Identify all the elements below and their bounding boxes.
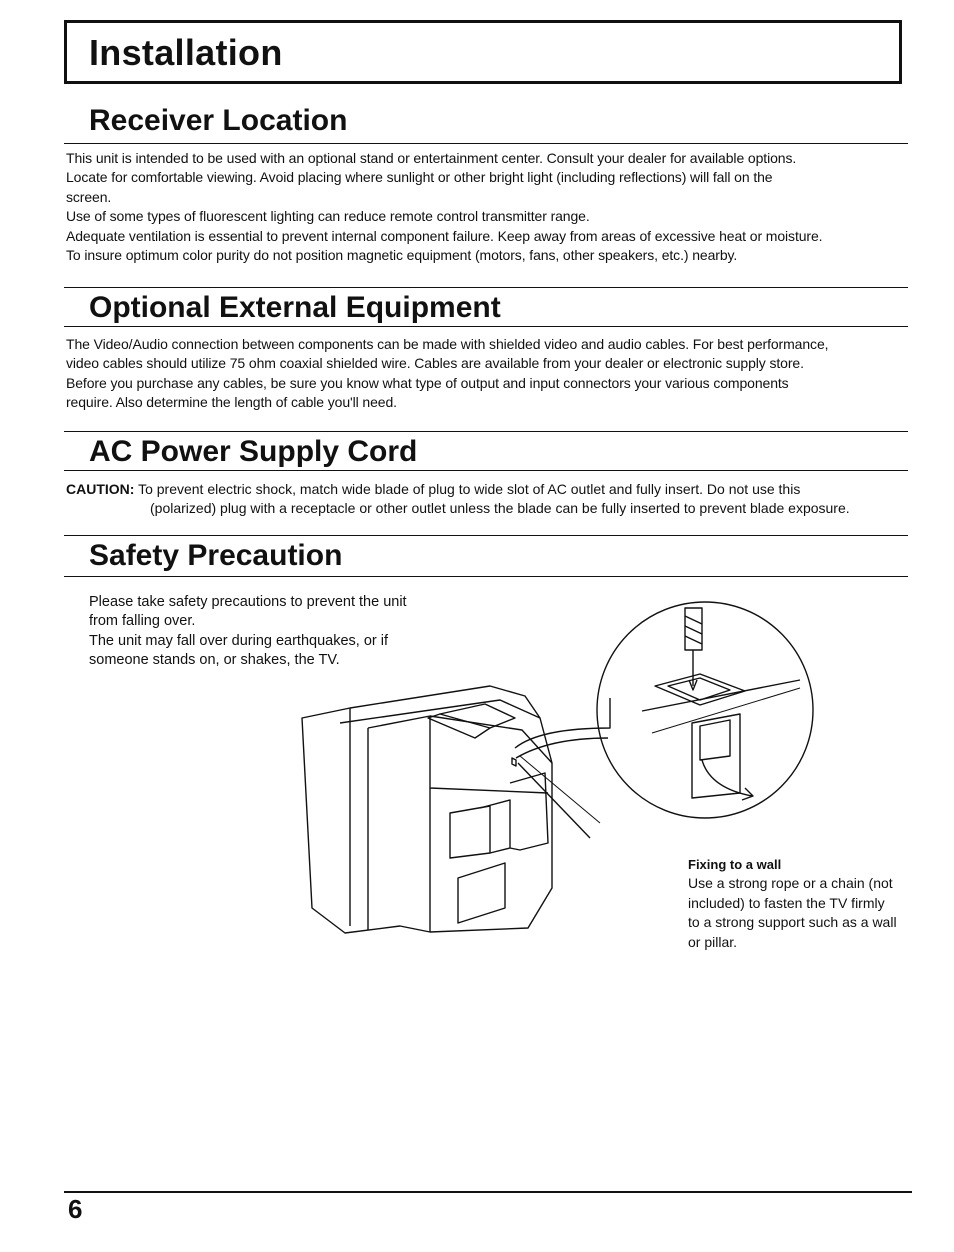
optional-equipment-heading: Optional External Equipment: [89, 291, 501, 324]
fixing-note-line: or pillar.: [688, 933, 738, 950]
safety-heading: Safety Precaution: [89, 539, 343, 572]
ac-power-heading: AC Power Supply Cord: [89, 435, 418, 468]
callout-line: [515, 698, 610, 748]
optional-heading-rule: [64, 326, 908, 327]
safety-line: The unit may fall over during earthquakes, or if: [89, 632, 389, 649]
safety-line: Please take safety precautions to prevent the unit: [89, 594, 407, 610]
callout-line-2: [516, 738, 608, 758]
safety-line: someone stands on, or shakes, the TV.: [89, 652, 340, 669]
page-number: 6: [68, 1194, 83, 1224]
receiver-line: screen.: [66, 188, 112, 205]
optional-line: require. Also determine the length of cable you'll need.: [66, 394, 397, 411]
rope-loop: [702, 760, 752, 796]
optional-line: Before you purchase any cables, be sure you know what type of output and input connectors your various components: [66, 374, 789, 391]
receiver-line: Adequate ventilation is essential to prevent internal component failure. Keep away from areas of excessive heat or moisture.: [66, 227, 823, 244]
receiver-location-heading: Receiver Location: [89, 104, 348, 137]
title-box: [64, 20, 902, 84]
safety-top-rule: [64, 535, 908, 536]
caution-line-2: (polarized) plug with a receptacle or other outlet unless the blade can be fully inserted to prevent blade exposure.: [150, 500, 850, 517]
page-title: Installation: [89, 32, 283, 73]
footer-rule: [64, 1191, 912, 1193]
fixing-note-line: Use a strong rope or a chain (not: [688, 875, 893, 892]
receiver-line: Locate for comfortable viewing. Avoid placing where sunlight or other bright light (including reflections) will fall on the: [66, 169, 773, 186]
receiver-line: To insure optimum color purity do not position magnetic equipment (motors, fans, other speakers, etc.) nearby.: [66, 247, 738, 264]
fixing-note-heading: Fixing to a wall: [688, 857, 782, 872]
receiver-line: Use of some types of fluorescent lighting can reduce remote control transmitter range.: [66, 208, 590, 225]
rope-line-2: [520, 756, 600, 823]
fixing-note-line: to a strong support such as a wall: [688, 914, 897, 931]
tv-hook: [692, 714, 740, 798]
magnify-circle: [597, 602, 813, 818]
receiver-location-text: [66, 149, 912, 265]
fixing-note-line: included) to fasten the TV firmly: [688, 894, 885, 911]
safety-line: from falling over.: [89, 613, 196, 630]
optional-line: video cables should utilize 75 ohm coaxial shielded wire. Cables are available from your dealer or electronic supply store.: [66, 355, 804, 372]
ac-power-top-rule: [64, 431, 908, 432]
receiver-heading-rule: [64, 143, 908, 144]
optional-top-rule: [64, 287, 908, 288]
fixing-note: [688, 855, 918, 952]
caution-label: CAUTION:: [66, 481, 135, 497]
caution-line-1: To prevent electric shock, match wide blade of plug to wide slot of AC outlet and fully insert. Do not use this: [138, 481, 801, 497]
tv-cabinet-illustration: [302, 686, 552, 933]
caution-text: [66, 480, 912, 519]
optional-line: The Video/Audio connection between components can be made with shielded video and audio cables. For best performance,: [66, 336, 829, 352]
safety-heading-rule: [64, 576, 908, 577]
rope-line: [518, 763, 590, 838]
ac-power-heading-rule: [64, 470, 908, 471]
optional-equipment-text: [66, 335, 912, 413]
receiver-line: This unit is intended to be used with an optional stand or entertainment center. Consult your dealer for available options.: [66, 150, 797, 166]
